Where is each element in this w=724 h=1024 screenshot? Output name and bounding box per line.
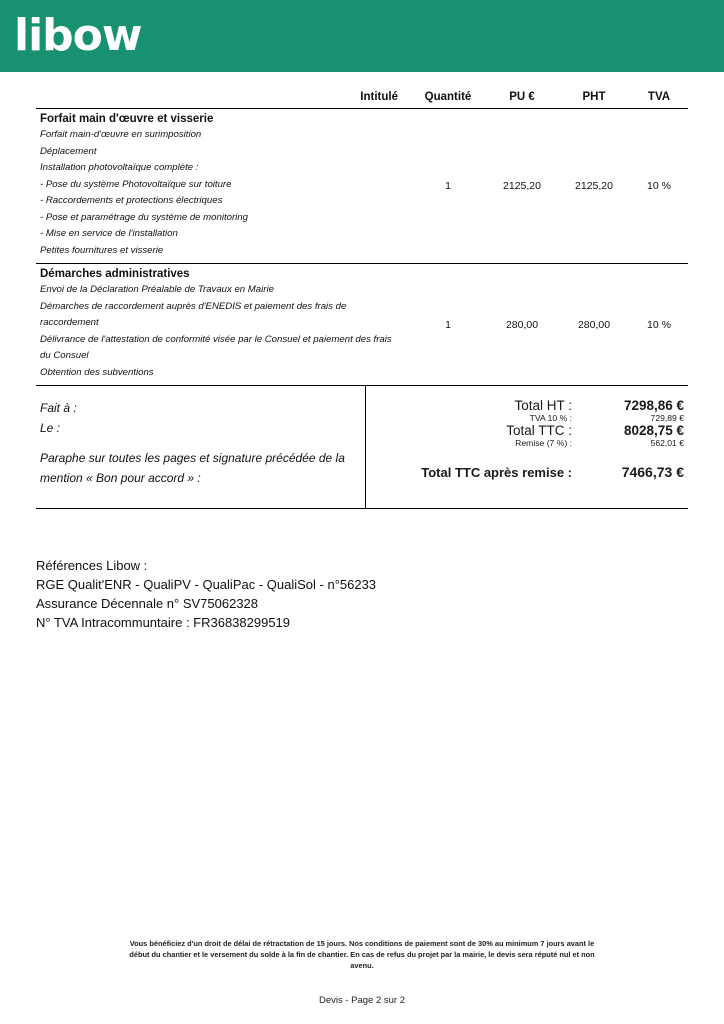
table-header: [36, 88, 688, 109]
total-ttc-value: 8028,75 €: [623, 423, 684, 438]
group-title: Démarches administratives: [40, 268, 190, 280]
group-line: Forfait main-d'œuvre en surimposition: [40, 129, 202, 140]
total-ht-value: 7298,86 €: [623, 398, 684, 413]
references-line-2: Assurance Décennale n° SV75062328: [36, 596, 259, 611]
group-line: - Mise en service de l'installation: [40, 228, 178, 239]
group-line: Démarches de raccordement auprès d'ENEDIS et paiement des frais de raccordement: [40, 300, 347, 328]
legal-notice: Vous bénéficiez d'un droit de délai de rétractation de 15 jours. Nos conditions de paiement sont de 30% au minimum 7 jours avant le début du chantier et le versement du solde à la fin de chantier. En cas de refus du projet par la mairie, le devis sera réputé nul et non avenu.: [129, 939, 595, 970]
totals-box: [366, 386, 688, 508]
line-item-quantity: 1: [445, 180, 451, 192]
group-line: Délivrance de l'attestation de conformité visée par le Consuel et paiement des frais du Consuel: [40, 333, 392, 361]
signature-box: [36, 386, 366, 508]
table-header-row: [36, 88, 688, 109]
references-title: Références Libow :: [36, 558, 148, 573]
line-item-pu: 280,00: [505, 318, 539, 331]
total-ttc-row: [370, 423, 684, 438]
table-row: [36, 264, 688, 386]
column-header-pht: PHT: [582, 91, 606, 103]
group-line: Obtention des subventions: [40, 366, 154, 378]
group-line: Envoi de la Déclaration Préalable de Travaux en Mairie: [40, 284, 274, 295]
libow-logo: libow: [14, 10, 142, 61]
group-line: - Raccordements et protections électriques: [40, 195, 223, 206]
line-item-quantity: 1: [445, 318, 451, 331]
group-line: Installation photovoltaïque complète :: [40, 162, 199, 173]
line-items-table: [36, 88, 688, 386]
page-footer: Devis - Page 2 sur 2: [318, 995, 406, 1006]
total-tva-row: [370, 413, 684, 423]
header-band: [0, 0, 724, 72]
final-total-row: [370, 464, 684, 480]
group-line: - Pose et paramétrage du système de monitoring: [40, 211, 248, 223]
quote-sheet: [36, 88, 688, 509]
line-item-description-group-2: [36, 264, 410, 386]
total-tva-value: 729,89 €: [650, 413, 684, 423]
line-item-tva: 10 %: [647, 180, 671, 192]
final-total-value: 7466,73 €: [621, 464, 684, 480]
line-item-pu: 2125,20: [503, 180, 541, 192]
final-total-label: Total TTC après remise :: [421, 465, 572, 480]
column-header-pu: PU €: [509, 91, 535, 103]
group-line: - Pose du système Photovoltaïque sur toiture: [40, 178, 232, 190]
column-header-label: Intitulé: [360, 91, 398, 103]
line-item-description-group-1: [36, 109, 410, 264]
group-line: Déplacement: [40, 145, 97, 157]
line-item-pht: 280,00: [577, 318, 611, 331]
discount-value: 562,01 €: [650, 438, 684, 448]
column-header-quantity: Quantité: [424, 91, 472, 103]
references-line-1: RGE Qualit'ENR - QualiPV - QualiPac - QualiSol - n°56233: [36, 577, 377, 592]
discount-row: [370, 438, 684, 448]
table-body: [36, 109, 688, 386]
signature-mention: Paraphe sur toutes les pages et signature précédée de la mention « Bon pour accord » :: [40, 451, 345, 485]
total-ht-row: [370, 398, 684, 413]
discount-label: Remise (7 %) :: [515, 438, 572, 448]
column-header-tva: TVA: [647, 91, 671, 103]
table-row: [36, 109, 688, 264]
signature-date-label: Le :: [40, 421, 61, 435]
total-tva-label: TVA 10 % :: [529, 413, 572, 423]
references-line-3: N° TVA Intracommuntaire : FR36838299519: [36, 615, 291, 630]
line-item-pht: 2125,20: [575, 180, 613, 192]
signature-and-totals: [36, 386, 688, 509]
line-item-tva: 10 %: [647, 318, 671, 331]
signature-gap: [40, 438, 357, 448]
total-ttc-label: Total TTC :: [506, 423, 572, 438]
total-ht-label: Total HT :: [514, 398, 572, 413]
group-line: Petites fournitures et visserie: [40, 244, 164, 256]
references-block: [36, 556, 376, 632]
group-title: Forfait main d'œuvre et visserie: [40, 113, 214, 125]
signature-place-label: Fait à :: [40, 401, 77, 415]
